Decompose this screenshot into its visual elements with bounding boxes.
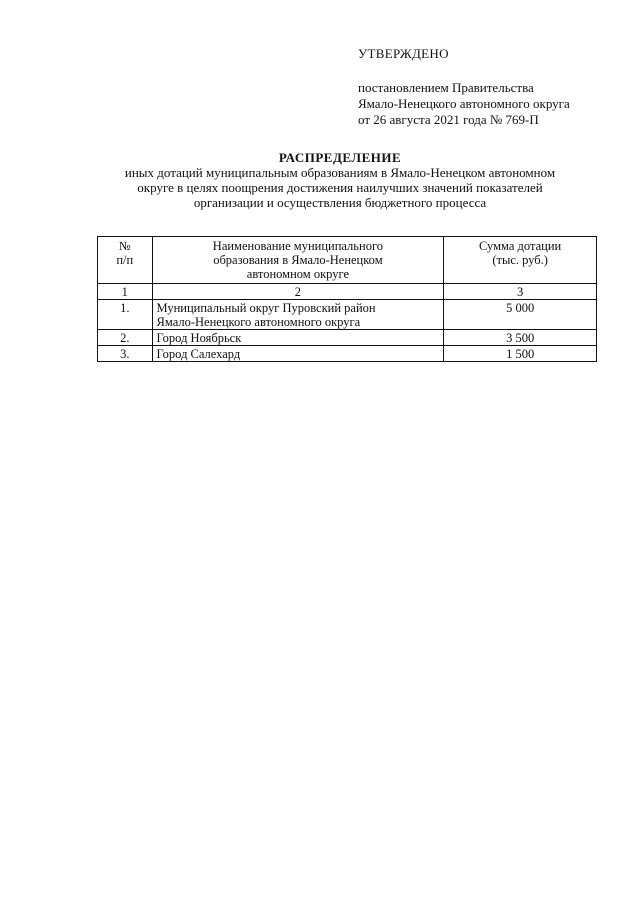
municipality-name: Город Ноябрьск — [152, 330, 444, 346]
distribution-table — [97, 236, 597, 362]
approval-line: от 26 августа 2021 года № 769-П — [358, 112, 539, 127]
header-number: № п/п — [98, 237, 153, 284]
header-municipality: Наименование муниципального образования в Ямало-Ненецком автономном округе — [152, 237, 444, 284]
municipality-name: Город Салехард — [152, 346, 444, 362]
grant-sum: 5 000 — [444, 300, 597, 330]
document-subtitle-line: округе в целях поощрения достижения наилучших значений показателей — [137, 180, 543, 195]
grant-sum: 3 500 — [444, 330, 597, 346]
approval-line: постановлением Правительства — [358, 80, 534, 95]
header-sum: Сумма дотации (тыс. руб.) — [444, 237, 597, 284]
document-title: РАСПРЕДЕЛЕНИЕ — [278, 150, 402, 165]
municipality-name: Муниципальный округ Пуровский район Ямало-Ненецкого автономного округа — [152, 300, 444, 330]
document-heading — [90, 150, 590, 210]
column-number: 2 — [152, 284, 444, 300]
table-header-row — [98, 237, 597, 284]
approval-stamp: УТВЕРЖДЕНО — [358, 46, 449, 61]
table-row — [98, 300, 597, 330]
row-number: 2. — [98, 330, 153, 346]
row-number: 3. — [98, 346, 153, 362]
grant-sum: 1 500 — [444, 346, 597, 362]
document-subtitle-line: иных дотаций муниципальным образованиям в Ямало-Ненецком автономном — [124, 165, 556, 180]
table-row — [98, 330, 597, 346]
approval-line: Ямало-Ненецкого автономного округа — [358, 96, 570, 111]
column-number: 3 — [444, 284, 597, 300]
column-number-row — [98, 284, 597, 300]
column-number: 1 — [98, 284, 153, 300]
document-subtitle-line: организации и осуществления бюджетного процесса — [193, 195, 487, 210]
table-row — [98, 346, 597, 362]
row-number: 1. — [98, 300, 153, 330]
approval-block — [358, 46, 618, 128]
